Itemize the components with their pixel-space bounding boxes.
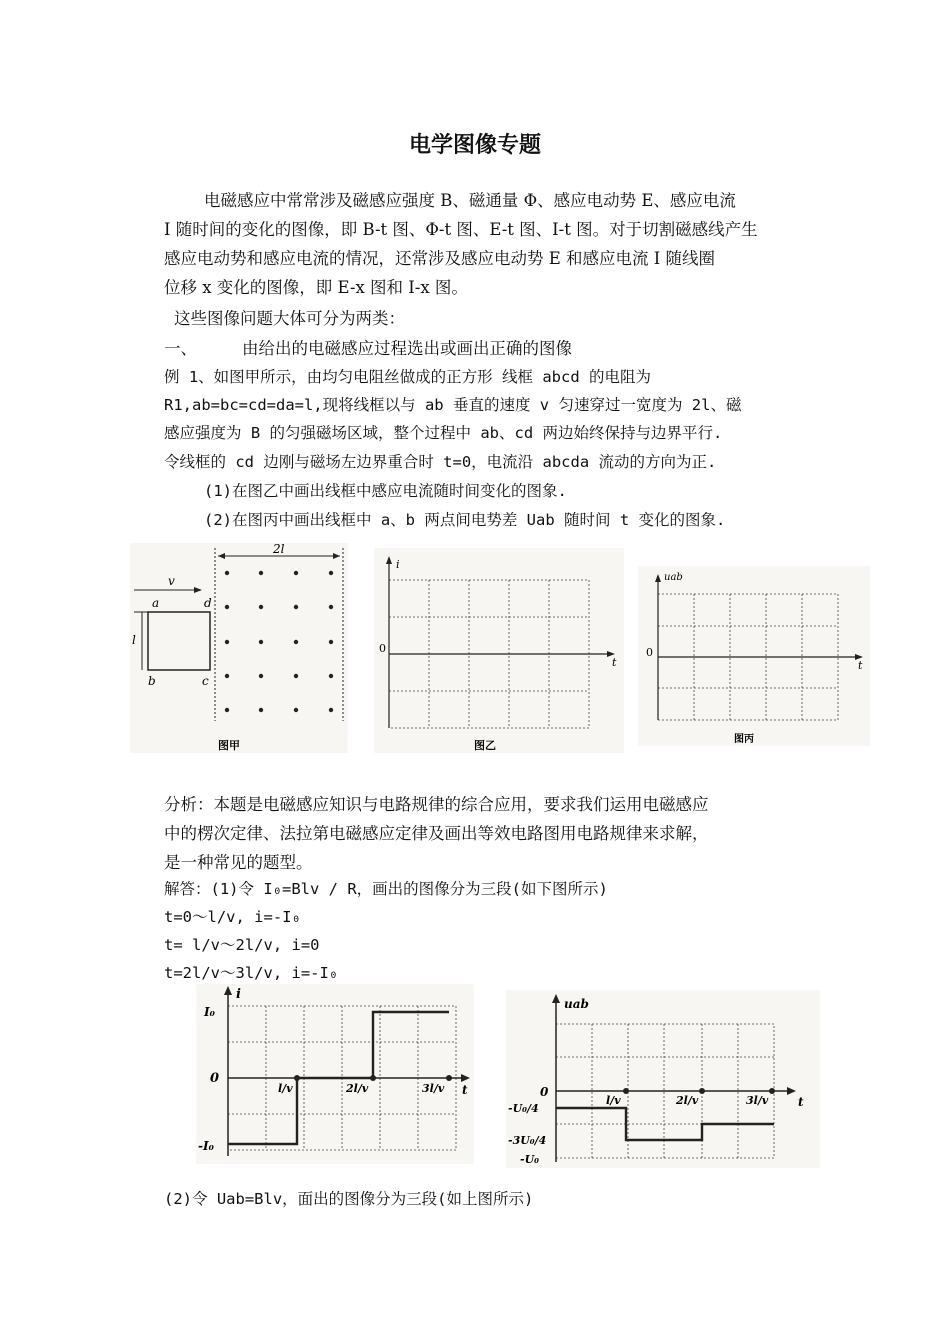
answer-graph-uab-drawing [506, 990, 820, 1168]
origin-yi: 0 [379, 642, 386, 655]
label-neg-quarter-u0: -U₀/4 [508, 1102, 539, 1115]
tick-t2-uab: 2l/v [676, 1094, 699, 1107]
answer-line: 解答：(1)令 I₀=Blv / R，画出的图像分为三段(如下图所示) [164, 880, 608, 898]
answer-graph-i [196, 984, 474, 1164]
label-neg-i0: -I₀ [198, 1139, 214, 1153]
answer-graph-i-drawing [196, 984, 474, 1164]
label-neg-u0: -U₀ [520, 1153, 539, 1166]
x-label-uab: t [798, 1095, 804, 1109]
section1-number: 一、 [164, 339, 197, 358]
x-axis-label-yi: t [612, 656, 617, 669]
origin-uab: 0 [540, 1085, 549, 1099]
side-length-label: l [132, 633, 136, 647]
y-label-i: i [236, 987, 241, 1002]
origin-i: 0 [210, 1071, 220, 1086]
example-line-3: 感应强度为 B 的匀强磁场区域，整个过程中 ab、cd 两边始终保持与边界平行. [164, 424, 723, 442]
figure-jia [130, 543, 348, 753]
analysis-line-1: 分析：本题是电磁感应知识与电路规律的综合应用，要求我们运用电磁感应 [164, 795, 709, 814]
y-axis-label-yi: i [396, 558, 400, 571]
y-axis-label-bing: uab [664, 572, 683, 583]
intro-line-4: 位移 x 变化的图像，即 E-x 图和 I-x 图。 [164, 278, 468, 297]
segment-1: t=0～l/v, i=-I₀ [164, 908, 301, 926]
x-axis-label-bing: t [858, 659, 863, 672]
figure-yi [374, 548, 624, 753]
tick-t3-i: 3l/v [422, 1082, 445, 1095]
figure-yi-drawing [374, 548, 624, 753]
corner-a: a [152, 596, 160, 610]
intro-line-3: 感应电动势和感应电流的情况，还常涉及感应电动势 E 和感应电流 I 随线圈 [164, 249, 716, 268]
section1-title: 由给出的电磁感应过程选出或画出正确的图像 [242, 339, 572, 358]
magnetic-field-dots [225, 571, 333, 712]
tick-t1-uab: l/v [606, 1094, 621, 1107]
figure-jia-drawing [130, 543, 348, 753]
corner-c: c [202, 674, 209, 688]
velocity-label: v [168, 574, 175, 588]
square-frame [148, 612, 210, 670]
corner-b: b [148, 674, 156, 688]
example-line-2: R1,ab=bc=cd=da=l,现将线框以与 ab 垂直的速度 v 匀速穿过一宽度为 2l、磁 [164, 396, 742, 414]
label-pos-i0: I₀ [204, 1005, 215, 1019]
page-title: 电学图像专题 [408, 133, 541, 158]
x-label-i: t [462, 1083, 468, 1097]
analysis-line-2: 中的楞次定律、法拉第电磁感应定律及画出等效电路图用电路规律来求解， [164, 824, 709, 843]
width-label: 2l [273, 543, 285, 556]
intro-line-1: 电磁感应中常常涉及磁感应强度 B、磁通量 Φ、感应电动势 E、感应电流 [204, 191, 736, 210]
figure-bing [638, 566, 870, 746]
example-q2: (2)在图丙中画出线框中 a、b 两点间电势差 Uab 随时间 t 变化的图象. [204, 511, 726, 529]
caption-yi: 图乙 [474, 739, 496, 752]
y-label-uab: uab [564, 997, 589, 1011]
answer-graph-uab [506, 990, 820, 1168]
classify-text: 这些图像问题大体可分为两类： [174, 309, 405, 328]
origin-bing: 0 [646, 646, 653, 659]
example-line-4: 令线框的 cd 边刚与磁场左边界重合时 t=0，电流沿 abcda 流动的方向为正. [164, 453, 717, 471]
caption-jia: 图甲 [218, 739, 240, 752]
part2-line: (2)令 Uab=Blv，面出的图像分为三段(如上图所示) [164, 1190, 534, 1208]
caption-bing: 图丙 [734, 734, 754, 745]
segment-2: t= l/v～2l/v, i=0 [164, 936, 320, 954]
example-line-1: 例 1、如图甲所示，由均匀电阻丝做成的正方形 线框 abcd 的电阻为 [164, 368, 651, 386]
label-neg-three-quarter-u0: -3U₀/4 [508, 1134, 547, 1147]
tick-t3-uab: 3l/v [746, 1094, 769, 1107]
tick-t2-i: 2l/v [346, 1082, 369, 1095]
example-q1: (1)在图乙中画出线框中感应电流随时间变化的图象. [204, 482, 567, 500]
figure-bing-drawing [638, 566, 870, 746]
intro-line-2: I 随时间的变化的图像，即 B-t 图、Φ-t 图、E-t 图、I-t 图。对于切割磁感线产生 [164, 220, 758, 239]
segment-3: t=2l/v～3l/v, i=-I₀ [164, 964, 339, 982]
corner-d: d [204, 596, 212, 610]
tick-t1-i: l/v [278, 1082, 293, 1095]
analysis-line-3: 是一种常见的题型。 [164, 853, 313, 872]
